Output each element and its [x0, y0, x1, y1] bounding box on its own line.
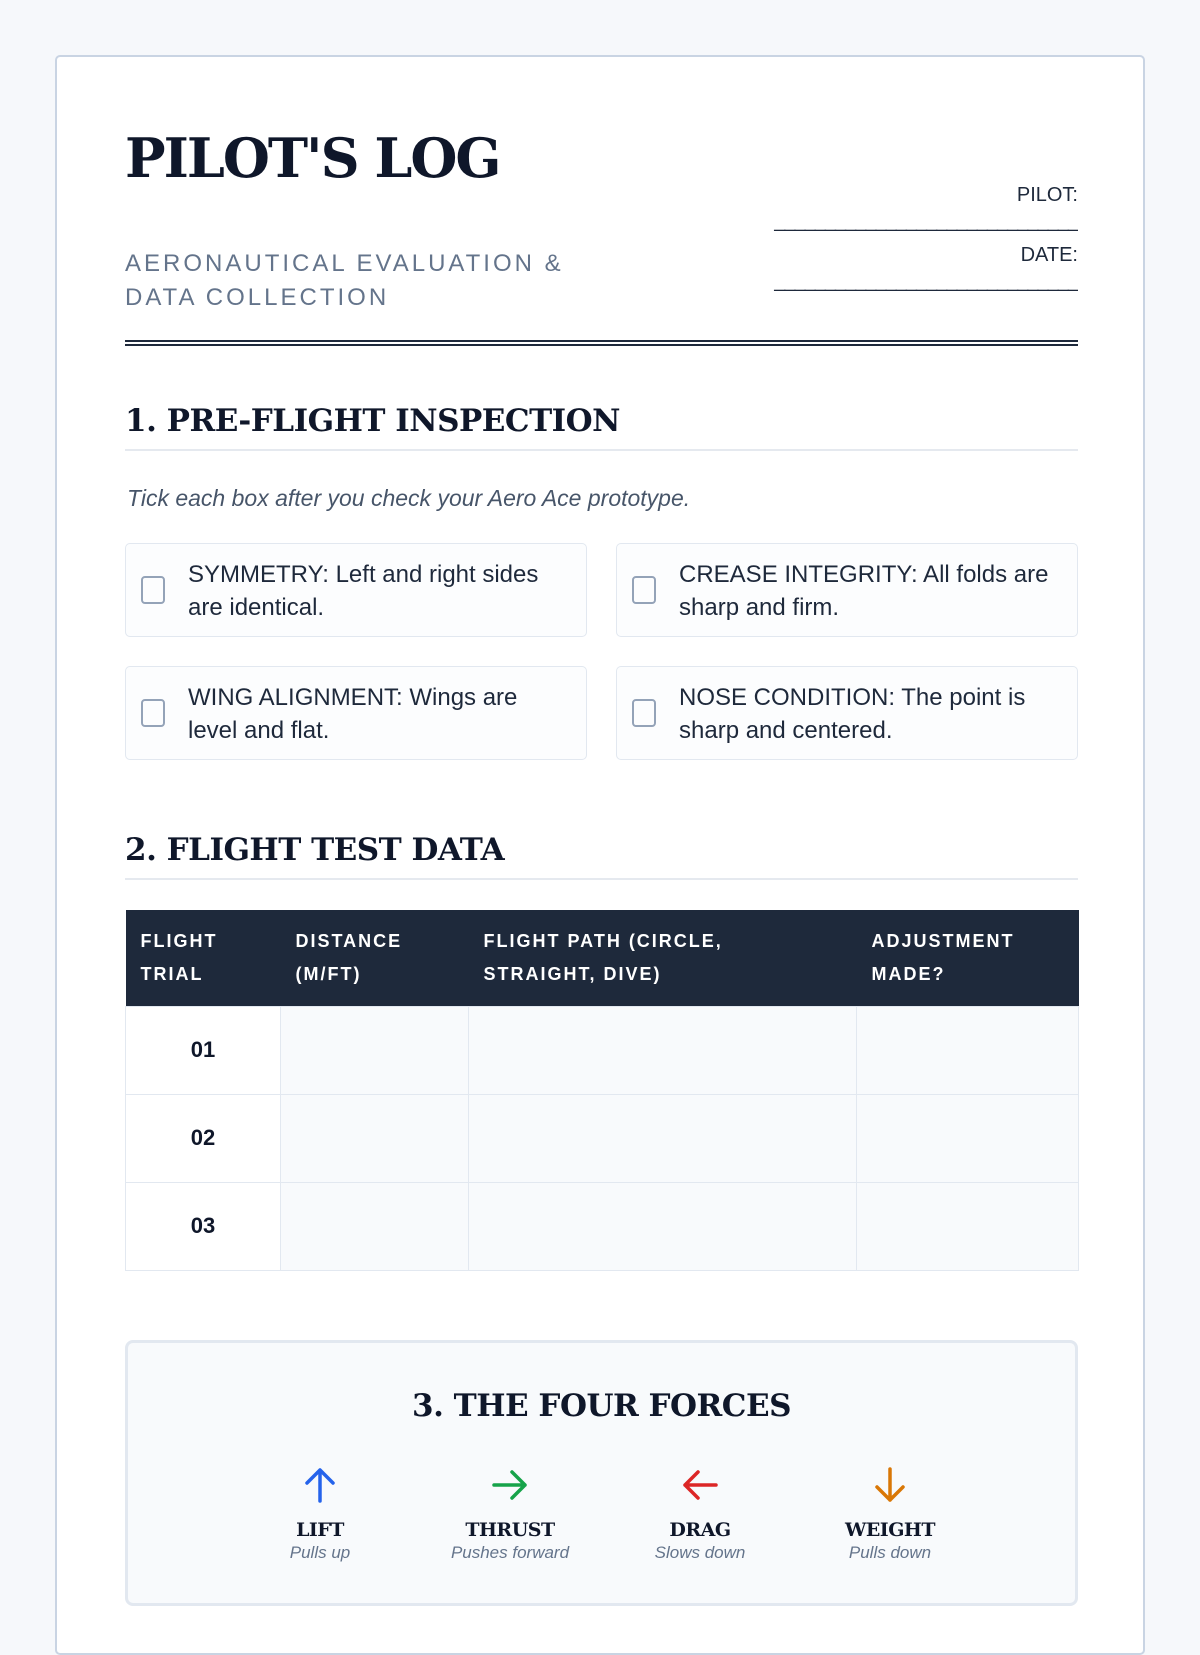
checklist-item-label: NOSE CONDITION: The point is sharp and centered. [679, 684, 1026, 744]
checklist-item[interactable] [125, 543, 587, 637]
checklist-item[interactable] [616, 543, 1078, 637]
force-lift [225, 1463, 415, 1563]
pilot-label: PILOT: [1016, 184, 1078, 206]
table-row [126, 1182, 1079, 1270]
arrow-right-icon [488, 1463, 532, 1507]
flight-path-cell[interactable] [469, 1182, 857, 1270]
inspection-instruction: Tick each box after you check your Aero Ace prototype. [127, 485, 691, 511]
flight-data-table [125, 910, 1079, 1271]
adjustment-cell[interactable] [857, 1182, 1079, 1270]
force-description: Slows down [654, 1543, 746, 1562]
table-row [126, 1094, 1079, 1182]
checkbox[interactable] [632, 576, 656, 604]
checklist-item-label: WING ALIGNMENT: Wings are level and flat. [188, 684, 518, 744]
trial-number: 02 [126, 1094, 281, 1182]
pilot-name-line[interactable]: ______________________________ [774, 210, 1078, 232]
force-name: LIFT [296, 1519, 344, 1541]
force-drag [605, 1463, 795, 1563]
distance-cell[interactable] [281, 1094, 469, 1182]
table-row [126, 1006, 1079, 1094]
header [125, 126, 1078, 311]
log-sheet [55, 55, 1145, 1655]
force-name: DRAG [669, 1519, 731, 1541]
checkbox[interactable] [141, 699, 165, 727]
force-description: Pulls down [848, 1543, 932, 1562]
section-title-inspection: 1. PRE-FLIGHT INSPECTION [125, 403, 1078, 451]
four-forces-panel [125, 1340, 1078, 1606]
trial-number: 01 [126, 1006, 281, 1094]
force-name: THRUST [465, 1519, 555, 1541]
force-name: WEIGHT [844, 1519, 936, 1541]
distance-cell[interactable] [281, 1182, 469, 1270]
force-description: Pulls up [289, 1543, 351, 1562]
adjustment-cell[interactable] [857, 1006, 1079, 1094]
arrow-up-icon [298, 1463, 342, 1507]
flight-path-cell[interactable] [469, 1094, 857, 1182]
force-thrust [415, 1463, 605, 1563]
flight-path-cell[interactable] [469, 1006, 857, 1094]
force-weight [795, 1463, 985, 1563]
column-header-trial: FLIGHT TRIAL [126, 910, 281, 1006]
page-title: PILOT'S LOG [125, 126, 500, 190]
checkbox[interactable] [141, 576, 165, 604]
date-line[interactable]: ______________________________ [774, 270, 1078, 292]
trial-number: 03 [126, 1182, 281, 1270]
pilot-date-fields [718, 182, 1078, 294]
arrow-left-icon [678, 1463, 722, 1507]
table-header-row [126, 910, 1079, 1006]
checklist-item[interactable] [616, 666, 1078, 760]
column-header-flight-path: FLIGHT PATH (CIRCLE, STRAIGHT, DIVE) [469, 910, 857, 1006]
arrow-down-icon [868, 1463, 912, 1507]
header-divider [125, 340, 1078, 346]
distance-cell[interactable] [281, 1006, 469, 1094]
adjustment-cell[interactable] [857, 1094, 1079, 1182]
column-header-adjustment: ADJUSTMENT MADE? [857, 910, 1079, 1006]
checkbox[interactable] [632, 699, 656, 727]
force-description: Pushes forward [450, 1543, 570, 1562]
section-title-flight-data: 2. FLIGHT TEST DATA [125, 832, 1078, 880]
checklist-item-label: CREASE INTEGRITY: All folds are sharp and firm. [679, 561, 1049, 621]
checklist-item-label: SYMMETRY: Left and right sides are identical. [188, 561, 539, 621]
date-label: DATE: [1020, 244, 1078, 266]
column-header-distance: DISTANCE (M/FT) [281, 910, 469, 1006]
section-title-forces: 3. THE FOUR FORCES [412, 1388, 791, 1424]
checklist-item[interactable] [125, 666, 587, 760]
page-subtitle: AERONAUTICAL EVALUATION & DATA COLLECTION [125, 250, 564, 311]
